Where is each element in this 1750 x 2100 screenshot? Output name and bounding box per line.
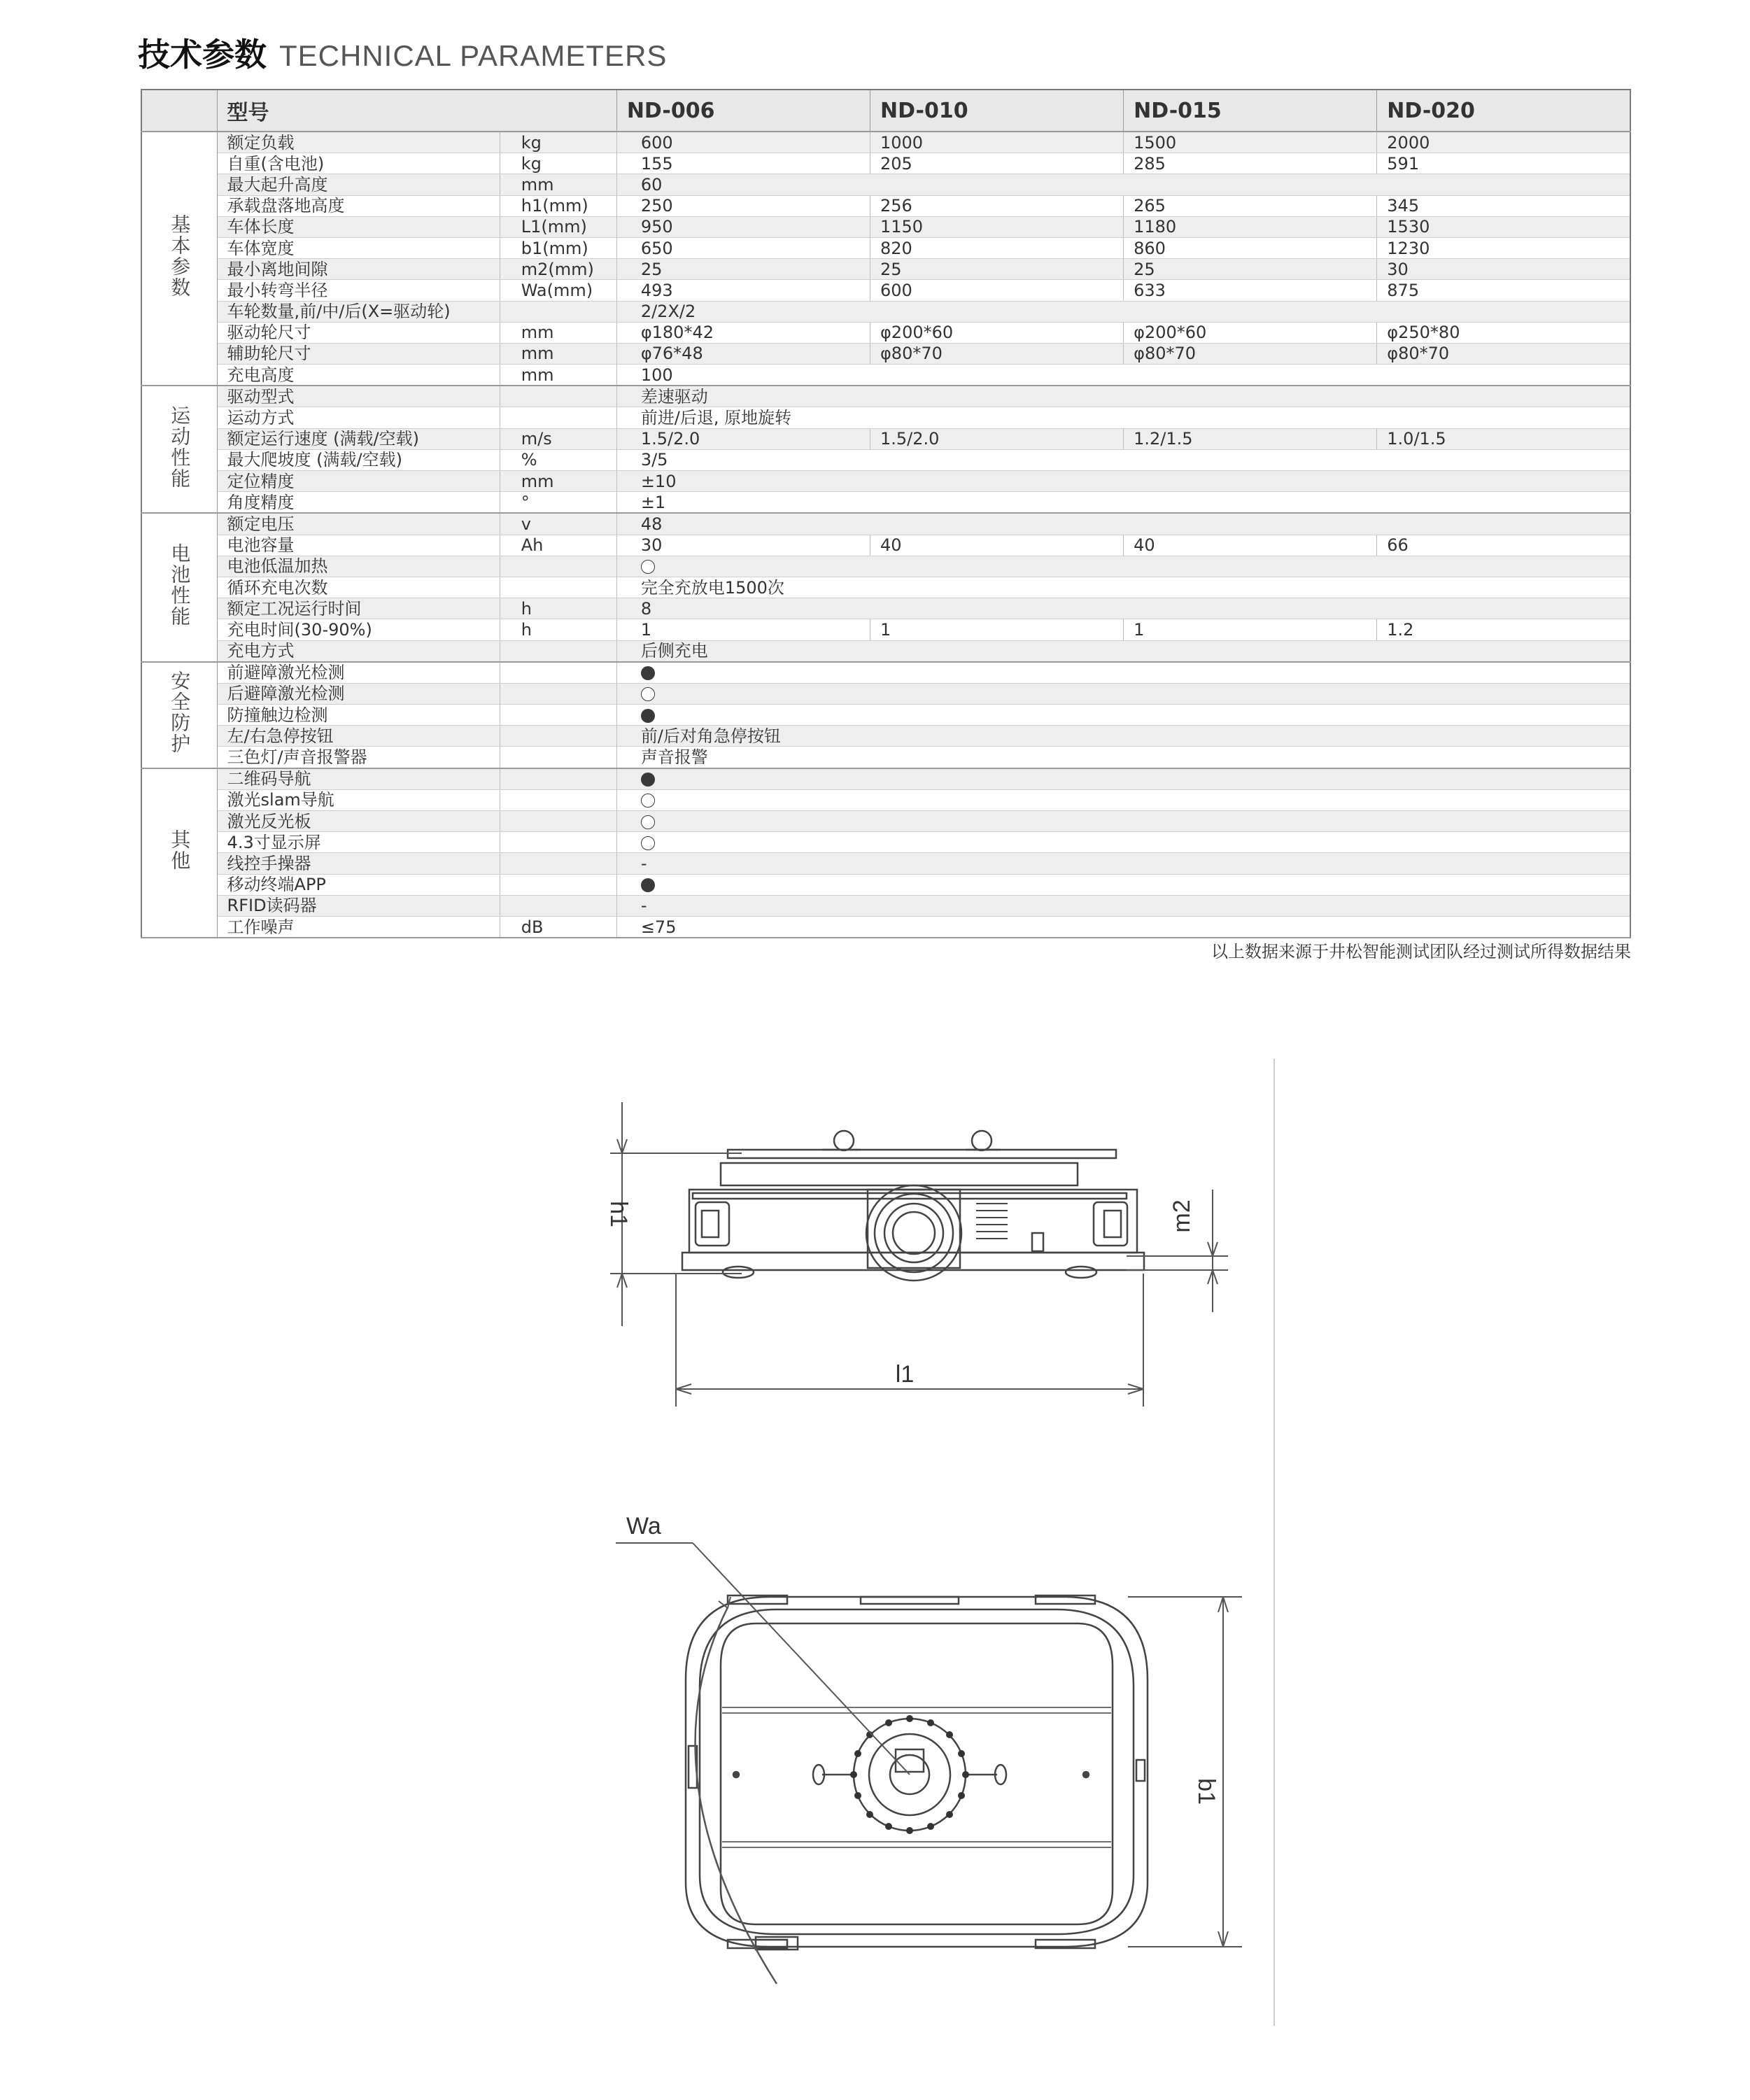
param-value: 155 bbox=[616, 153, 870, 174]
param-name: 车体长度 bbox=[217, 216, 500, 237]
param-name: 充电时间(30-90%) bbox=[217, 619, 500, 640]
param-value: 633 bbox=[1124, 280, 1377, 301]
side-view-drawing bbox=[682, 1131, 1144, 1281]
heading-en: TECHNICAL PARAMETERS bbox=[279, 39, 668, 72]
side-view-dimensions bbox=[610, 1102, 1228, 1407]
param-value: φ200*60 bbox=[1124, 322, 1377, 343]
param-name: 辅助轮尺寸 bbox=[217, 343, 500, 364]
param-value: 1530 bbox=[1377, 216, 1630, 237]
param-value: 差速驱动 bbox=[616, 386, 1630, 407]
param-name: 额定运行速度 (满载/空载) bbox=[217, 428, 500, 449]
label-m2: m2 bbox=[1169, 1199, 1195, 1233]
param-value: 1.2/1.5 bbox=[1124, 428, 1377, 449]
param-value: 1.5/2.0 bbox=[870, 428, 1123, 449]
param-value: 100 bbox=[616, 365, 1630, 386]
param-unit: % bbox=[500, 449, 616, 470]
param-value: 后侧充电 bbox=[616, 640, 1630, 662]
param-name: 承载盘落地高度 bbox=[217, 195, 500, 216]
label-b1: b1 bbox=[1193, 1778, 1220, 1805]
param-value: φ80*70 bbox=[1124, 343, 1377, 364]
param-value: 256 bbox=[870, 195, 1123, 216]
param-name: 电池容量 bbox=[217, 535, 500, 556]
param-value: 860 bbox=[1124, 237, 1377, 258]
param-value: φ80*70 bbox=[870, 343, 1123, 364]
param-value: 875 bbox=[1377, 280, 1630, 301]
param-value: 30 bbox=[1377, 259, 1630, 280]
param-value: 66 bbox=[1377, 535, 1630, 556]
param-value: 650 bbox=[616, 237, 870, 258]
param-value: - bbox=[616, 895, 1630, 916]
header-model-4: ND-020 bbox=[1377, 90, 1630, 132]
param-value: 25 bbox=[870, 259, 1123, 280]
param-name: 后避障激光检测 bbox=[217, 683, 500, 704]
header-model-3: ND-015 bbox=[1124, 90, 1377, 132]
param-name: 工作噪声 bbox=[217, 916, 500, 938]
param-name: 充电方式 bbox=[217, 640, 500, 662]
param-value: 345 bbox=[1377, 195, 1630, 216]
param-value: 1230 bbox=[1377, 237, 1630, 258]
param-value: ±10 bbox=[616, 471, 1630, 492]
param-name: 最小转弯半径 bbox=[217, 280, 500, 301]
param-value: 完全充放电1500次 bbox=[616, 577, 1630, 598]
param-name: 电池低温加热 bbox=[217, 556, 500, 577]
param-value: 8 bbox=[616, 598, 1630, 619]
param-name: 最大爬坡度 (满载/空载) bbox=[217, 449, 500, 470]
param-value: 3/5 bbox=[616, 449, 1630, 470]
param-name: 额定电压 bbox=[217, 513, 500, 535]
param-unit: Wa(mm) bbox=[500, 280, 616, 301]
header-model-1: ND-006 bbox=[616, 90, 870, 132]
param-name: RFID读码器 bbox=[217, 895, 500, 916]
param-name: 激光反光板 bbox=[217, 811, 500, 832]
param-name: 定位精度 bbox=[217, 471, 500, 492]
header-model: 型号 bbox=[217, 90, 616, 132]
param-value: 前进/后退, 原地旋转 bbox=[616, 407, 1630, 428]
param-value: 1 bbox=[616, 619, 870, 640]
param-name: 自重(含电池) bbox=[217, 153, 500, 174]
param-unit: mm bbox=[500, 471, 616, 492]
param-value: 声音报警 bbox=[616, 747, 1630, 768]
param-value: 1500 bbox=[1124, 132, 1377, 153]
category-text: 电池性能 bbox=[168, 543, 192, 628]
param-unit: Ah bbox=[500, 535, 616, 556]
param-value: 250 bbox=[616, 195, 870, 216]
header-model-2: ND-010 bbox=[870, 90, 1123, 132]
param-value: 40 bbox=[870, 535, 1123, 556]
param-unit: mm bbox=[500, 343, 616, 364]
param-name: 左/右急停按钮 bbox=[217, 726, 500, 747]
label-l1: l1 bbox=[895, 1361, 915, 1388]
param-name: 二维码导航 bbox=[217, 768, 500, 790]
param-name: 防撞触边检测 bbox=[217, 705, 500, 726]
param-value: 2/2X/2 bbox=[616, 301, 1630, 322]
param-name: 充电高度 bbox=[217, 365, 500, 386]
param-unit: dB bbox=[500, 916, 616, 938]
heading-cn: 技术参数 bbox=[138, 36, 267, 73]
param-unit: kg bbox=[500, 153, 616, 174]
param-value: φ180*42 bbox=[616, 322, 870, 343]
param-name: 额定负载 bbox=[217, 132, 500, 153]
param-unit: m2(mm) bbox=[500, 259, 616, 280]
param-value: 1000 bbox=[870, 132, 1123, 153]
param-value: 1.2 bbox=[1377, 619, 1630, 640]
param-unit: h bbox=[500, 619, 616, 640]
param-value: 950 bbox=[616, 216, 870, 237]
param-value: 30 bbox=[616, 535, 870, 556]
param-value: 1180 bbox=[1124, 216, 1377, 237]
category-text: 安全防护 bbox=[168, 670, 192, 755]
param-value: 48 bbox=[616, 513, 1630, 535]
param-unit: ° bbox=[500, 492, 616, 514]
param-value: 285 bbox=[1124, 153, 1377, 174]
category-text: 基本参数 bbox=[168, 214, 192, 299]
param-value: 前/后对角急停按钮 bbox=[616, 726, 1630, 747]
param-value: 1 bbox=[870, 619, 1123, 640]
param-name: 移动终端APP bbox=[217, 874, 500, 895]
param-value: φ80*70 bbox=[1377, 343, 1630, 364]
param-name: 额定工况运行时间 bbox=[217, 598, 500, 619]
param-name: 驱动轮尺寸 bbox=[217, 322, 500, 343]
param-value: 265 bbox=[1124, 195, 1377, 216]
param-value: 820 bbox=[870, 237, 1123, 258]
param-name: 激光slam导航 bbox=[217, 789, 500, 810]
param-value: φ250*80 bbox=[1377, 322, 1630, 343]
param-value: ≤75 bbox=[616, 916, 1630, 938]
param-value: 25 bbox=[1124, 259, 1377, 280]
param-unit: mm bbox=[500, 322, 616, 343]
param-value: 1.5/2.0 bbox=[616, 428, 870, 449]
param-unit: L1(mm) bbox=[500, 216, 616, 237]
top-view-drawing bbox=[686, 1595, 1148, 1950]
param-name: 角度精度 bbox=[217, 492, 500, 514]
param-name: 车轮数量,前/中/后(X=驱动轮) bbox=[217, 301, 500, 322]
label-wa: Wa bbox=[626, 1513, 661, 1539]
param-value: - bbox=[616, 853, 1630, 874]
param-name: 运动方式 bbox=[217, 407, 500, 428]
param-name: 4.3寸显示屏 bbox=[217, 832, 500, 853]
param-value: 1 bbox=[1124, 619, 1377, 640]
param-value: 591 bbox=[1377, 153, 1630, 174]
param-value: 493 bbox=[616, 280, 870, 301]
param-unit: kg bbox=[500, 132, 616, 153]
param-name: 三色灯/声音报警器 bbox=[217, 747, 500, 768]
param-value: 205 bbox=[870, 153, 1123, 174]
param-value: 1150 bbox=[870, 216, 1123, 237]
param-value: φ200*60 bbox=[870, 322, 1123, 343]
param-unit: h1(mm) bbox=[500, 195, 616, 216]
param-unit: m/s bbox=[500, 428, 616, 449]
param-name: 前避障激光检测 bbox=[217, 662, 500, 684]
data-source-note: 以上数据来源于井松智能测试团队经过测试所得数据结果 bbox=[1211, 942, 1631, 961]
category-text: 运动性能 bbox=[168, 404, 192, 489]
param-value: 2000 bbox=[1377, 132, 1630, 153]
param-value: 600 bbox=[616, 132, 870, 153]
category-text: 其他 bbox=[168, 829, 192, 872]
param-name: 车体宽度 bbox=[217, 237, 500, 258]
param-value: 25 bbox=[616, 259, 870, 280]
param-value: 40 bbox=[1124, 535, 1377, 556]
label-h1: h1 bbox=[605, 1201, 632, 1227]
param-value: 1.0/1.5 bbox=[1377, 428, 1630, 449]
param-value: ±1 bbox=[616, 492, 1630, 514]
param-name: 循环充电次数 bbox=[217, 577, 500, 598]
param-value: 60 bbox=[616, 174, 1630, 195]
param-name: 驱动型式 bbox=[217, 386, 500, 407]
param-name: 最大起升高度 bbox=[217, 174, 500, 195]
param-value: 600 bbox=[870, 280, 1123, 301]
param-unit: v bbox=[500, 513, 616, 535]
param-value: φ76*48 bbox=[616, 343, 870, 364]
param-name: 线控手操器 bbox=[217, 853, 500, 874]
param-unit: h bbox=[500, 598, 616, 619]
param-unit: mm bbox=[500, 365, 616, 386]
param-unit: b1(mm) bbox=[500, 237, 616, 258]
param-unit: mm bbox=[500, 174, 616, 195]
param-name: 最小离地间隙 bbox=[217, 259, 500, 280]
